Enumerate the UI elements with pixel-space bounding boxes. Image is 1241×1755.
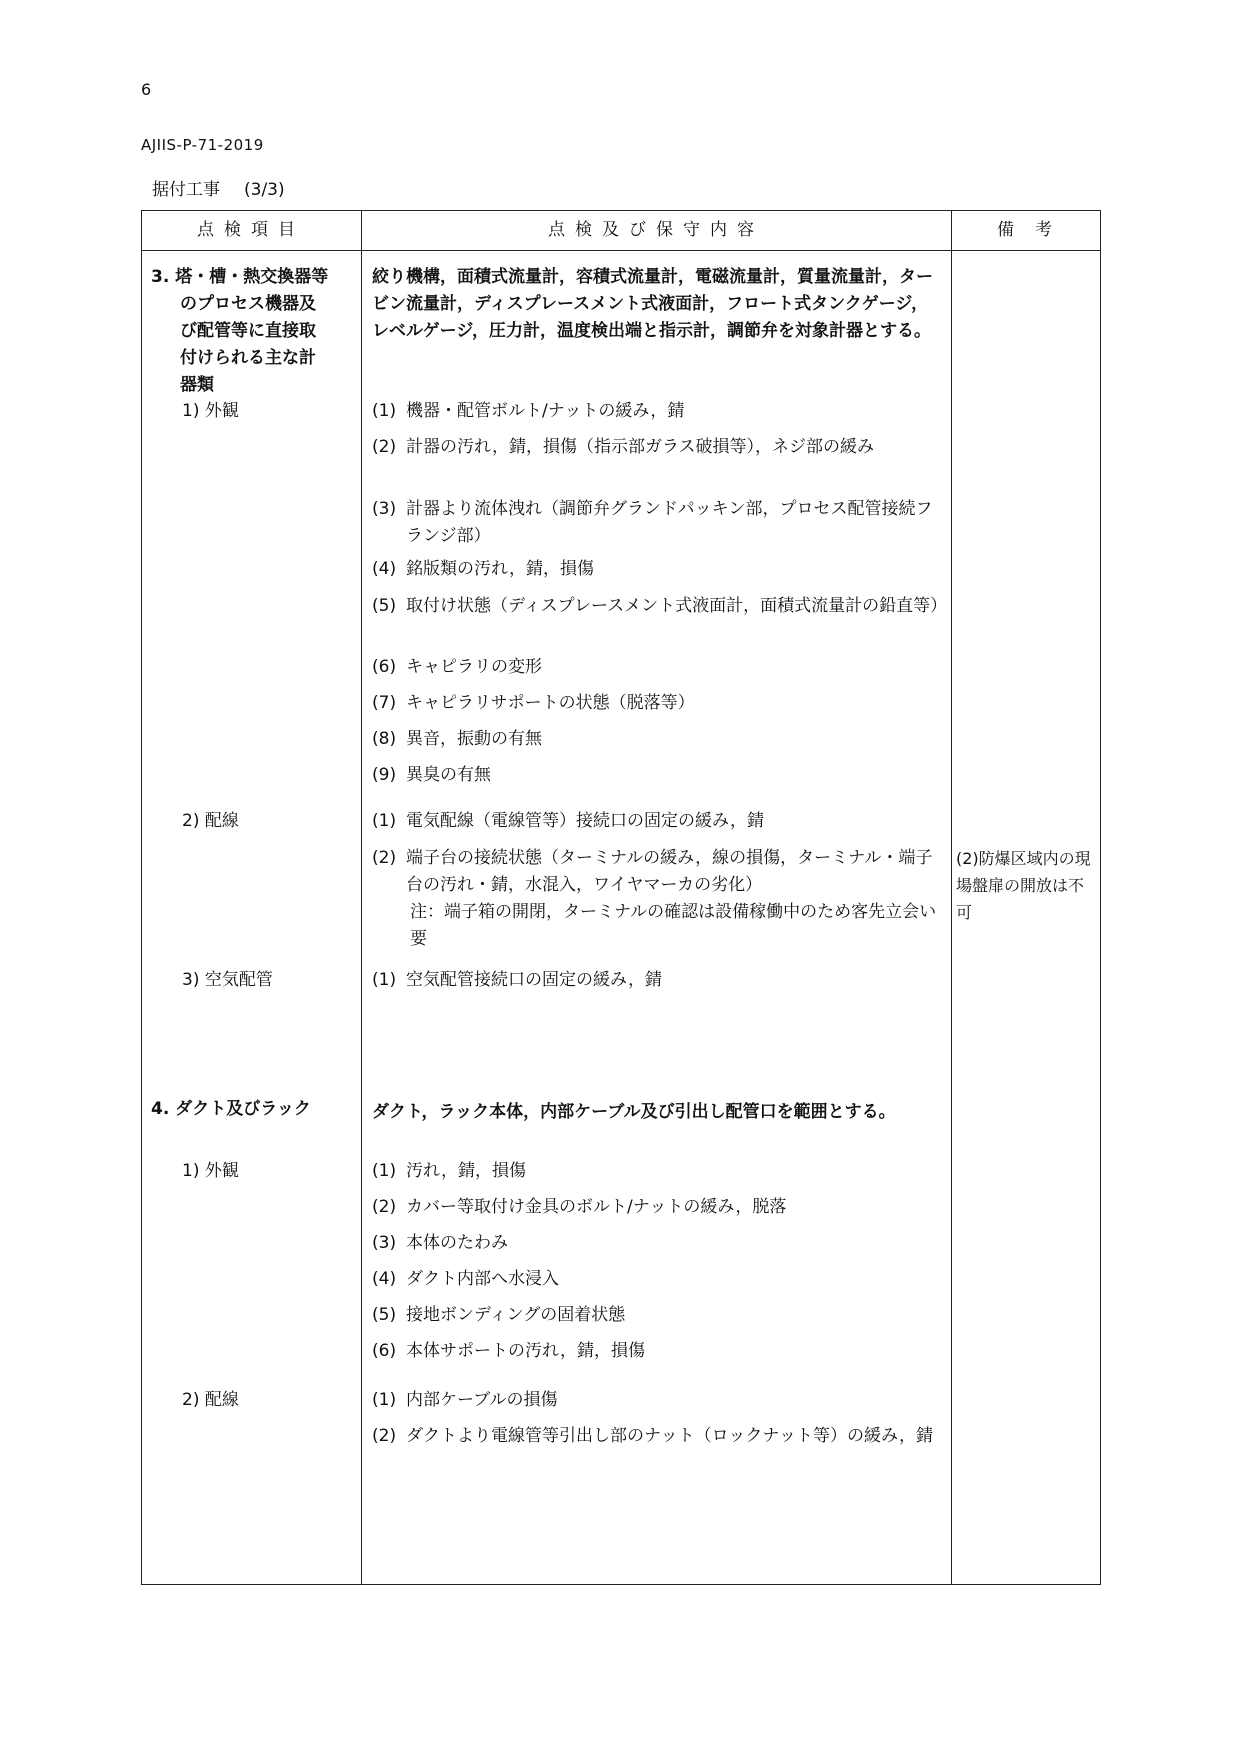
caption-title: 据付工事 bbox=[152, 180, 220, 200]
section-3-title-line: び配管等に直接取 bbox=[180, 321, 316, 341]
header-divider bbox=[141, 250, 1101, 251]
list-item: (6) キャピラリの変形 bbox=[372, 657, 542, 677]
section-3-sub-wiring: 2) 配線 bbox=[182, 811, 239, 831]
list-item: (2) ダクトより電線管等引出し部のナット（ロックナット等）の緩み，錆 bbox=[372, 1426, 933, 1446]
header-inspection-content: 点検及び保守内容 bbox=[548, 220, 764, 240]
section-3-title-line: のプロセス機器及 bbox=[180, 294, 316, 314]
section-3-title-line: 3. 塔・槽・熱交換器等 bbox=[151, 267, 329, 287]
section-3-title-line: 器類 bbox=[180, 375, 214, 395]
document-code: AJIIS-P-71-2019 bbox=[141, 136, 264, 154]
section-3-sub-air-piping: 3) 空気配管 bbox=[182, 970, 273, 990]
list-item: (1) 機器・配管ボルト/ナットの緩み，錆 bbox=[372, 401, 685, 421]
table-left-border bbox=[141, 210, 142, 1585]
section-3-title-line: 付けられる主な計 bbox=[180, 348, 316, 368]
header-remarks: 備 考 bbox=[997, 220, 1054, 240]
section-4-title: 4. ダクト及びラック bbox=[151, 1099, 311, 1119]
list-item: (4) 銘版類の汚れ，錆，損傷 bbox=[372, 559, 595, 579]
list-item: (2) カバー等取付け金具のボルト/ナットの緩み，脱落 bbox=[372, 1197, 787, 1217]
table-right-border bbox=[1100, 210, 1101, 1585]
column-divider-2 bbox=[951, 210, 952, 1585]
section-4-sub-wiring: 2) 配線 bbox=[182, 1390, 239, 1410]
header-inspection-item: 点検項目 bbox=[197, 220, 305, 240]
section-4-sub-appearance: 1) 外観 bbox=[182, 1161, 239, 1181]
list-item: (2) 計器の汚れ，錆，損傷（指示部ガラス破損等），ネジ部の緩み bbox=[372, 437, 875, 457]
caution-note: 注：端子箱の開閉，ターミナルの確認は設備稼働中のため客先立会い要 bbox=[410, 902, 937, 949]
section-3-scope: 絞り機構，面積式流量計，容積式流量計，電磁流量計，質量流量計，タービン流量計，ディスプレースメント式液面計，フロート式タンクゲージ，レベルゲージ，圧力計，温度検出端と指示計，調節弁を対象計器とする。 bbox=[372, 267, 933, 341]
table-caption bbox=[152, 175, 285, 200]
section-3-title bbox=[151, 264, 356, 399]
section-4-scope: ダクト，ラック本体，内部ケーブル及び引出し配管口を範囲とする。 bbox=[372, 1102, 896, 1122]
list-item: (5) 取付け状態（ディスプレースメント式液面計，面積式流量計の鉛直等） bbox=[372, 596, 948, 616]
list-item: (6) 本体サポートの汚れ，錆，損傷 bbox=[372, 1341, 646, 1361]
list-item: (1) 汚れ，錆，損傷 bbox=[372, 1161, 527, 1181]
page-number: 6 bbox=[141, 80, 152, 99]
list-item: (1) 電気配線（電線管等）接続口の固定の緩み，錆 bbox=[372, 811, 765, 831]
section-3-sub-appearance: 1) 外観 bbox=[182, 401, 239, 421]
list-item: (8) 異音，振動の有無 bbox=[372, 729, 542, 749]
list-item: (3) 本体のたわみ bbox=[372, 1233, 508, 1253]
remark-explosion-proof: (2)防爆区域内の現場盤扉の開放は不可 bbox=[956, 849, 1091, 922]
caption-part: (3/3) bbox=[244, 180, 285, 200]
list-item: (3) 計器より流体洩れ（調節弁グランドパッキン部，プロセス配管接続フランジ部） bbox=[372, 499, 933, 546]
list-item: (9) 異臭の有無 bbox=[372, 765, 491, 785]
table-bottom-border bbox=[141, 1584, 1101, 1585]
list-item: (5) 接地ボンディングの固着状態 bbox=[372, 1305, 626, 1325]
list-item: (1) 空気配管接続口の固定の緩み，錆 bbox=[372, 970, 663, 990]
list-item: (4) ダクト内部へ水浸入 bbox=[372, 1269, 559, 1289]
column-divider-1 bbox=[361, 210, 362, 1585]
list-item: (2) 端子台の接続状態（ターミナルの緩み，線の損傷，ターミナル・端子台の汚れ・錆，水混入，ワイヤマーカの劣化） 注：端子箱の開閉，ターミナルの確認は設備稼働中のため客先立会い要 bbox=[372, 845, 942, 953]
list-item: (1) 内部ケーブルの損傷 bbox=[372, 1390, 558, 1410]
list-item: (7) キャピラリサポートの状態（脱落等） bbox=[372, 693, 695, 713]
